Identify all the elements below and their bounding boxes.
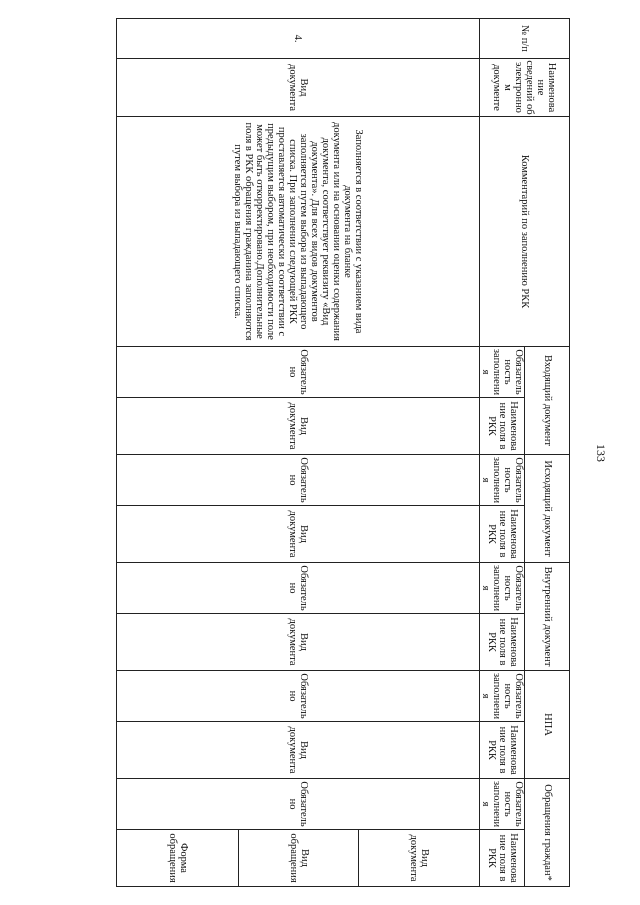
header-group-citizens: Обращения граждан* xyxy=(525,779,570,887)
cell-out-oblig: Обязательно xyxy=(117,455,480,506)
cit-fields-inner xyxy=(117,830,479,886)
cell-int-field: Вид документа xyxy=(117,614,480,671)
header-field-outgoing: Наименование поля в РКК xyxy=(479,506,525,563)
header-oblig-incoming: Обязательность заполнения xyxy=(479,347,525,398)
cell-npa-field: Вид документа xyxy=(117,722,480,779)
header-field-incoming: Наименование поля в РКК xyxy=(479,398,525,455)
cell-int-oblig: Обязательно xyxy=(117,563,480,614)
rkk-table xyxy=(116,18,570,887)
cell-npa-oblig: Обязательно xyxy=(117,671,480,722)
header-comment: Комментарий по заполнению РКК xyxy=(479,117,569,347)
header-field-internal: Наименование поля в РКК xyxy=(479,614,525,671)
row-comment-lead: Заполняется в соответствии с указанием вида документа на бланке xyxy=(341,129,364,334)
header-field-npa: Наименование поля в РКК xyxy=(479,722,525,779)
header-oblig-citizens: Обязательность заполнения xyxy=(479,779,525,830)
cell-cit-fields xyxy=(117,830,480,887)
row-comment-rest: документа или на основании оценки содержания документа, соответствует реквизиту «Вид документа». Для всех видов документов заполняется путем выбора из выпадающего списка. При заполнении следующей РКК проставляется автоматически в соответствии с предыдущим выбором, при необходимости поле может быть откорректировано.Дополнительные поля в РКК обращения гражданина заполняются путем выбора из выпадающего списка. xyxy=(231,122,342,341)
header-group-outgoing: Исходящий документ xyxy=(525,455,570,563)
page-number: 133 xyxy=(594,444,608,462)
cell-out-field: Вид документа xyxy=(117,506,480,563)
header-num: № п/п xyxy=(479,19,569,59)
cit-field-doc-type: Вид документа xyxy=(408,834,431,882)
header-oblig-internal: Обязательность заполнения xyxy=(479,563,525,614)
cit-field-appeal-type: Вид обращения xyxy=(239,830,359,886)
cell-cit-oblig: Обязательно xyxy=(117,779,480,830)
header-name: Наименование сведений об электронном документе xyxy=(479,59,569,117)
header-oblig-outgoing: Обязательность заполнения xyxy=(479,455,525,506)
header-field-citizens: Наименование поля в РКК xyxy=(479,830,525,887)
header-group-npa: НПА xyxy=(525,671,570,779)
header-group-internal: Внутренний документ xyxy=(525,563,570,671)
cell-in-oblig: Обязательно xyxy=(117,347,480,398)
header-group-incoming: Входящий документ xyxy=(525,347,570,455)
cell-in-field: Вид документа xyxy=(117,398,480,455)
header-oblig-npa: Обязательность заполнения xyxy=(479,671,525,722)
row-num: 4. xyxy=(117,19,480,59)
cit-field-appeal-form: Форма обращения xyxy=(117,830,239,886)
row-comment xyxy=(117,117,480,347)
rotated-page xyxy=(116,18,570,886)
row-name: Вид документа xyxy=(117,59,480,117)
